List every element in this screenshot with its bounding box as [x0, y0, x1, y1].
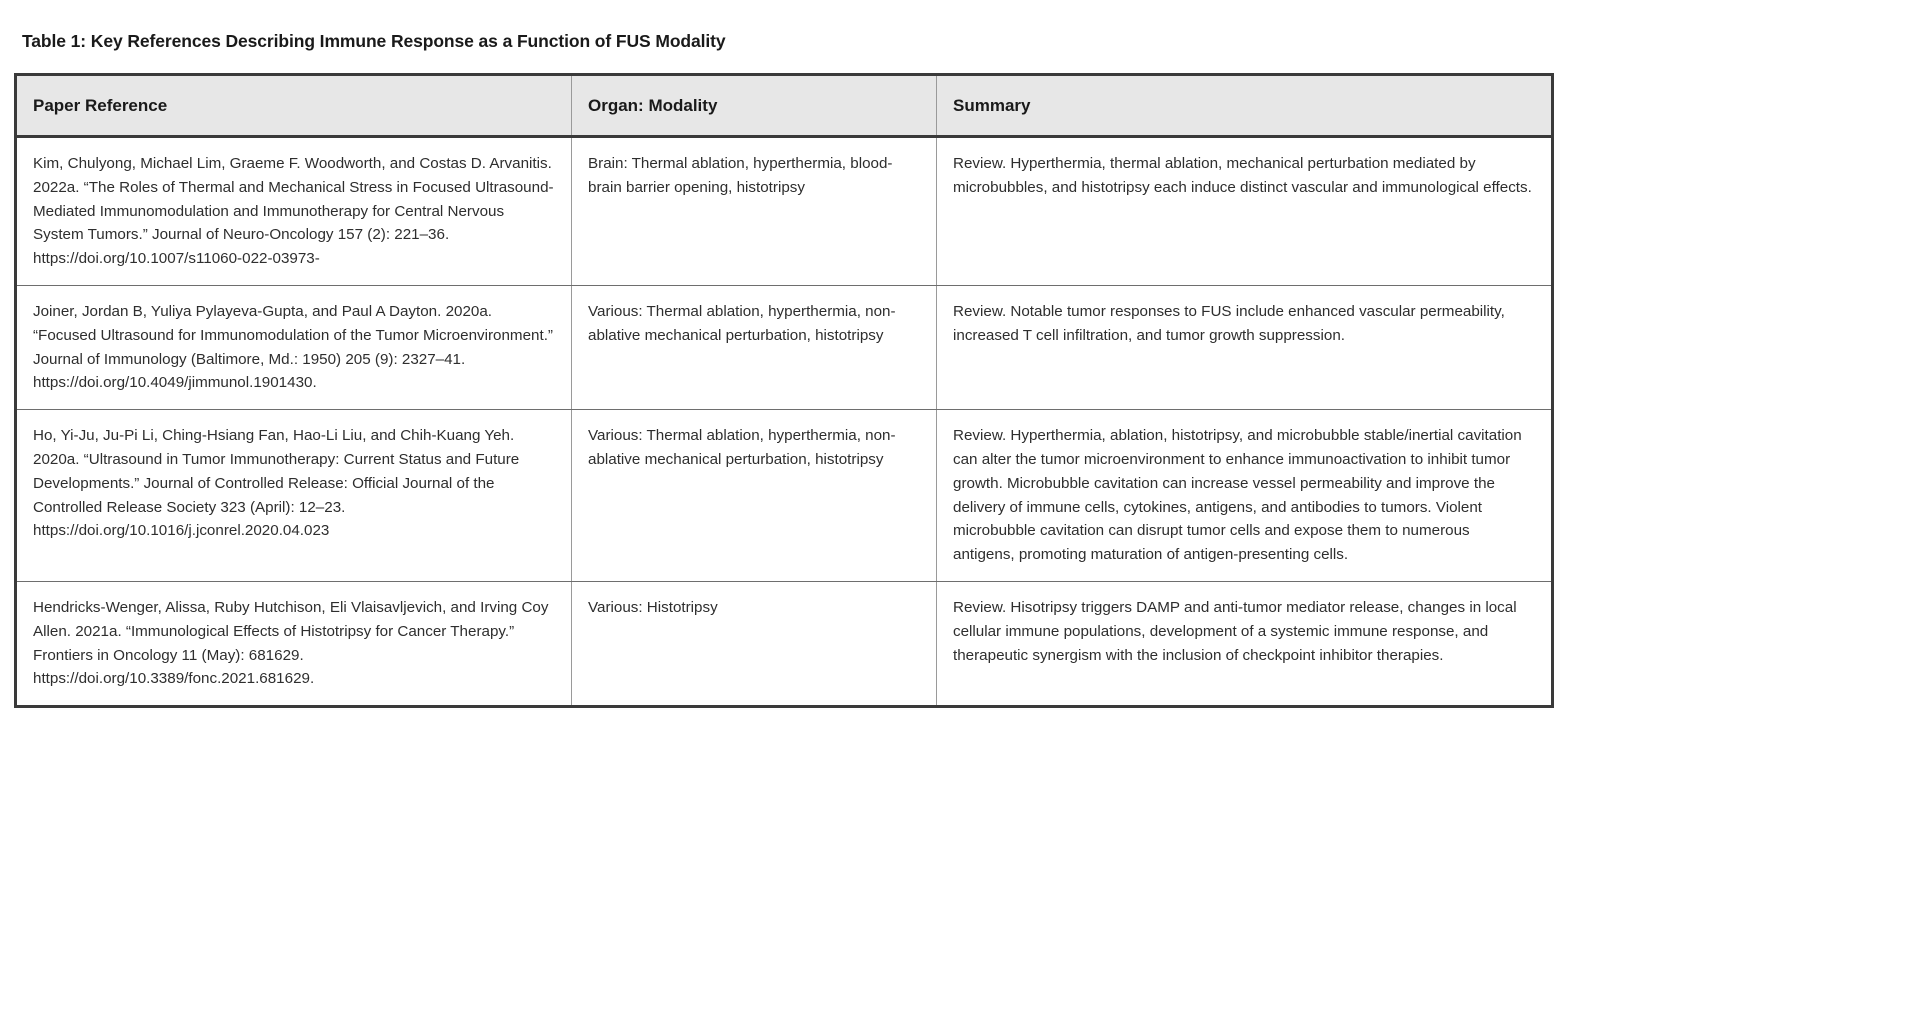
paper-reference-text: Hendricks-Wenger, Alissa, Ruby Hutchison, Eli Vlaisavljevich, and Irving Coy Allen. 2021a. “Immunological Effects of Histotripsy for Cancer Therapy.” Frontiers in Oncology 11 (May): 681629. https://doi.org/10.3389/fonc.2021.681629.: [33, 598, 549, 688]
cell-paper-reference: [16, 581, 572, 706]
cell-organ-modality: [572, 285, 937, 409]
cell-summary: [937, 581, 1553, 706]
cell-paper-reference: [16, 137, 572, 286]
table-body: [16, 137, 1553, 707]
organ-modality-text: Brain: Thermal ablation, hyperthermia, blood-brain barrier opening, histotripsy: [588, 155, 893, 196]
summary-text: Review. Hyperthermia, thermal ablation, mechanical perturbation mediated by microbubbles, and histotripsy each induce distinct vascular and immunological effects.: [953, 155, 1532, 196]
organ-modality-text: Various: Thermal ablation, hyperthermia, non-ablative mechanical perturbation, histotripsy: [588, 427, 896, 468]
summary-text: Review. Hyperthermia, ablation, histotripsy, and microbubble stable/inertial cavitation can alter the tumor microenvironment to enhance immunoactivation to inhibit tumor growth. Microbubble cavitation can increase vessel permeability and improve the delivery of immune cells, cytokines, antigens, and antibodies to tumors. Violent microbubble cavitation can disrupt tumor cells and expose them to numerous antigens, promoting maturation of antigen-presenting cells.: [953, 427, 1522, 564]
summary-text: Review. Notable tumor responses to FUS include enhanced vascular permeability, increased T cell infiltration, and tumor growth suppression.: [953, 302, 1505, 344]
column-header-summary: Summary: [937, 75, 1553, 137]
paper-reference-text: Ho, Yi-Ju, Ju-Pi Li, Ching-Hsiang Fan, Hao-Li Liu, and Chih-Kuang Yeh. 2020a. “Ultrasound in Tumor Immunotherapy: Current Status and Future Developments.” Journal of Controlled Release: Official Journal of the Controlled Release Society 323 (April): 12–23. https://doi.org/10.1016/j.jconrel.2020.04.023: [33, 427, 520, 540]
organ-modality-text: Various: Thermal ablation, hyperthermia, non-ablative mechanical perturbation, histotripsy: [588, 302, 896, 344]
table-row: [16, 137, 1553, 286]
organ-modality-text: Various: Histotripsy: [588, 598, 718, 616]
key-references-table: [14, 73, 1554, 708]
table-row: [16, 410, 1553, 582]
cell-organ-modality: [572, 410, 937, 582]
paper-reference-text: Joiner, Jordan B, Yuliya Pylayeva-Gupta, and Paul A Dayton. 2020a. “Focused Ultrasound for Immunomodulation of the Tumor Microenvironment.” Journal of Immunology (Baltimore, Md.: 1950) 205 (9): 2327–41. https://doi.org/10.4049/jimmunol.1901430.: [33, 302, 553, 392]
column-header-organ-modality: Organ: Modality: [572, 75, 937, 137]
table-header: [16, 75, 1553, 137]
cell-summary: [937, 285, 1553, 409]
header-row: [16, 75, 1553, 137]
cell-organ-modality: [572, 137, 937, 286]
cell-paper-reference: [16, 285, 572, 409]
cell-organ-modality: [572, 581, 937, 706]
table-row: [16, 581, 1553, 706]
paper-reference-text: Kim, Chulyong, Michael Lim, Graeme F. Woodworth, and Costas D. Arvanitis. 2022a. “The Roles of Thermal and Mechanical Stress in Focused Ultrasound-Mediated Immunomodulation and Immunotherapy for Central Nervous System Tumors.” Journal of Neuro-Oncology 157 (2): 221–36. https://doi.org/10.1007/s11060-022-03973-: [33, 155, 554, 268]
table-row: [16, 285, 1553, 409]
summary-text: Review. Hisotripsy triggers DAMP and anti-tumor mediator release, changes in local cellular immune populations, development of a systemic immune response, and therapeutic synergism with the inclusion of checkpoint inhibitor therapies.: [953, 598, 1517, 664]
cell-summary: [937, 410, 1553, 582]
cell-paper-reference: [16, 410, 572, 582]
cell-summary: [937, 137, 1553, 286]
column-header-paper-reference: Paper Reference: [16, 75, 572, 137]
table-caption: Table 1: Key References Describing Immune Response as a Function of FUS Modality: [22, 31, 726, 51]
